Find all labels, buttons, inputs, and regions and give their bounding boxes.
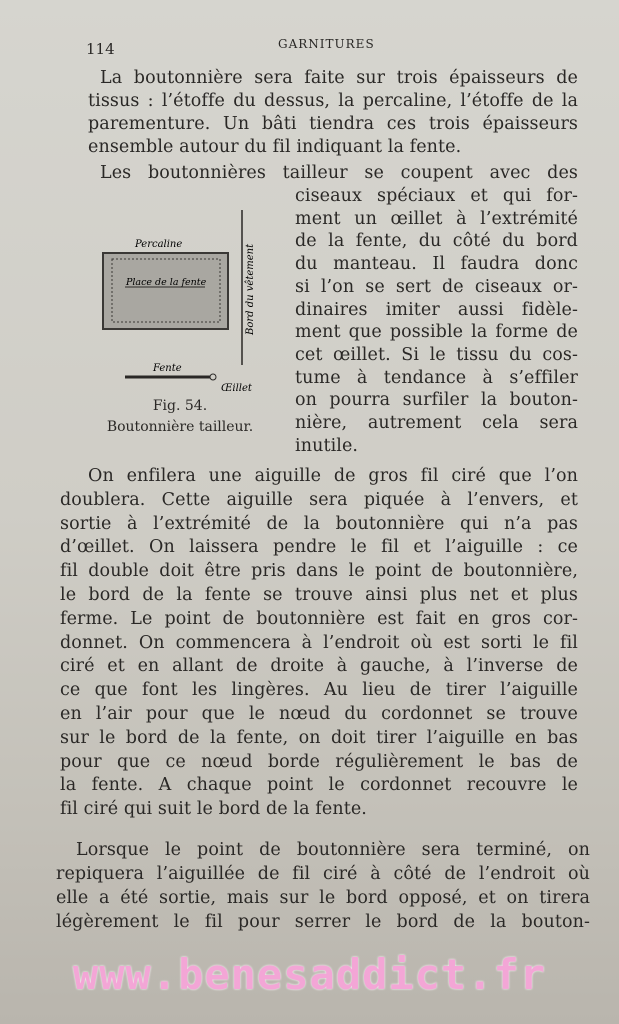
text-line: ciré et en allant de droite à gauche, à l’inverse de: [60, 656, 578, 677]
text-line: la fente. A chaque point le cordonnet recouvre le: [60, 775, 578, 796]
text-line: le bord de la fente se trouve ainsi plus net et plus: [60, 585, 578, 605]
label-percaline: Percaline: [135, 239, 183, 250]
text-line: légèrement le fil pour serrer le bord de la bouton-: [56, 912, 590, 932]
percaline-rectangle: [103, 253, 228, 329]
text-line: dinaires imiter aussi fidèle-: [295, 299, 578, 320]
label-place-fente: Place de la fente: [126, 277, 207, 288]
running-title: GARNITURES: [278, 37, 375, 51]
text-line: sortie à l’extrémité de la boutonnière qui n’a pas: [60, 513, 578, 534]
text-line: d’œillet. On laissera pendre le fil et l’aiguille : ce: [60, 537, 578, 558]
text-line: doublera. Cette aiguille sera piquée à l’envers, et: [60, 489, 578, 510]
text-line: On enfilera une aiguille de gros fil ciré que l’on: [88, 466, 578, 486]
label-bord: Bord du vêtement: [245, 243, 256, 335]
label-fente: Fente: [153, 363, 182, 374]
text-line: sur le bord de la fente, on doit tirer l’aiguille en bas: [60, 727, 578, 748]
text-line: tume à tendance à s’effiler: [295, 367, 578, 388]
text-line: ensemble autour du fil indiquant la fente.: [88, 137, 462, 157]
text-line: fil double doit être pris dans le point de boutonnière,: [60, 561, 578, 582]
watermark: www.benesaddict.fr: [72, 950, 547, 999]
text-line: La boutonnière sera faite sur trois épaisseurs de: [100, 68, 578, 88]
text-line: on pourra surfiler la bouton-: [295, 390, 578, 411]
text-line: de la fente, du côté du bord: [295, 231, 578, 252]
text-line: Lorsque le point de boutonnière sera terminé, on: [76, 840, 590, 860]
text-line: si l’on se sert de ciseaux or-: [295, 276, 578, 297]
text-line: ciseaux spéciaux et qui for-: [295, 186, 578, 206]
text-line: du manteau. Il faudra donc: [295, 254, 578, 275]
text-line: elle a été sortie, mais sur le bord opposé, et on tirera: [56, 888, 590, 908]
label-oeillet: Œillet: [221, 383, 252, 394]
text-line: ment un œillet à l’extrémité: [295, 208, 578, 229]
text-line: ferme. Le point de boutonnière est fait en gros cor-: [60, 608, 578, 629]
figure-54-diagram: [95, 205, 275, 395]
text-line: en l’air pour que le nœud du cordonnet se trouve: [60, 704, 578, 724]
text-line: ce que font les lingères. Au lieu de tirer l’aiguille: [60, 680, 578, 701]
figure-caption: Boutonnière tailleur.: [106, 419, 254, 435]
text-line: tissus : l’étoffe du dessus, la percaline, l’étoffe de la: [88, 91, 578, 111]
text-line: donnet. On commencera à l’endroit où est sorti le fil: [60, 632, 578, 653]
eyelet-circle: [210, 374, 216, 380]
text-line: inutile.: [295, 435, 359, 456]
text-line: nière, autrement cela sera: [295, 413, 578, 433]
text-line: fil ciré qui suit le bord de la fente.: [60, 799, 367, 820]
para2-first-line: Les boutonnières tailleur se coupent avec des: [100, 163, 578, 183]
text-line: ment que possible la forme de: [295, 322, 578, 343]
text-line: repiquera l’aiguillée de fil ciré à côté de l’endroit où: [56, 864, 590, 884]
text-line: cet œillet. Si le tissu du cos-: [295, 344, 578, 365]
text-line: pour que ce nœud borde régulièrement le bas de: [60, 751, 578, 772]
page-number: 114: [86, 40, 115, 58]
text-line: parementure. Un bâti tiendra ces trois épaisseurs: [88, 114, 578, 134]
figure-number: Fig. 54.: [152, 398, 208, 414]
